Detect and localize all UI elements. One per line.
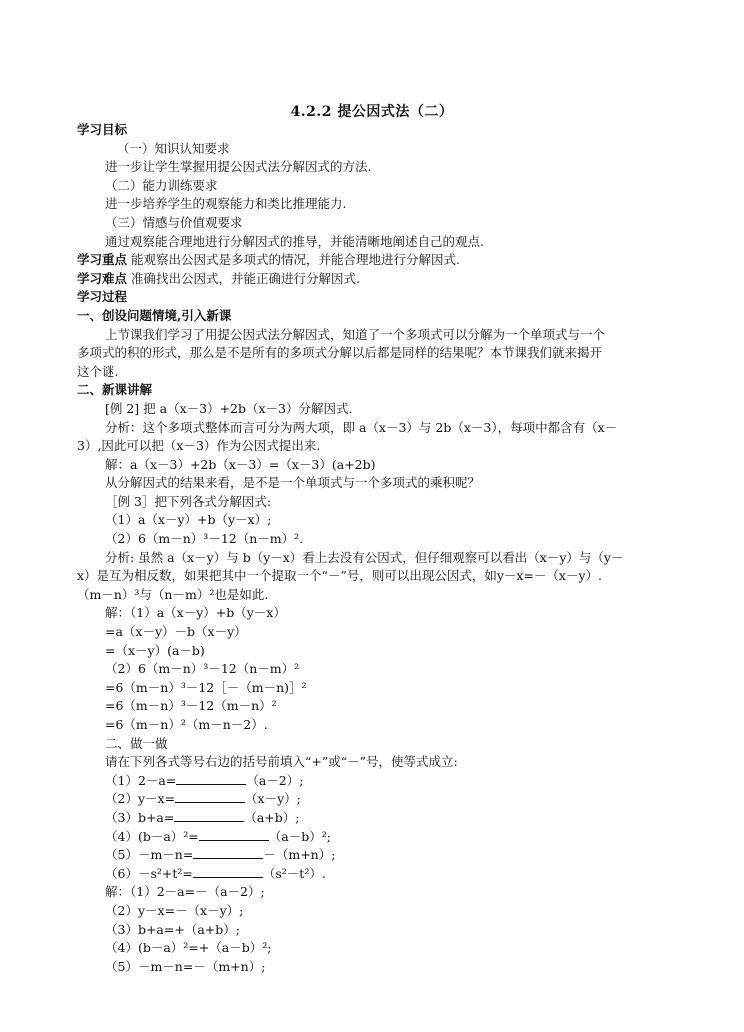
text-line: 请在下列各式等号右边的括号前填入“+”或“－”号，使等式成立: bbox=[105, 754, 458, 770]
text-span: （4）(b－a）²= bbox=[105, 828, 199, 844]
text-span: （a－b）²; bbox=[268, 828, 331, 844]
text-span: （5）－m－n= bbox=[105, 847, 194, 863]
text-line: （3）b+a=+（a+b）; bbox=[105, 921, 240, 937]
text-line: （二）能力训练要求 bbox=[105, 177, 218, 193]
text-span: （a－2）; bbox=[246, 772, 304, 788]
answer-blank[interactable] bbox=[193, 865, 263, 878]
section-label: 学习重点 bbox=[77, 252, 128, 268]
text-line: （2）y－x=－（x－y）; bbox=[105, 902, 244, 918]
text-line: 分析：这个多项式整体而言可分为两大项，即 a（x－3）与 2b（x－3），每项中都含有（x－ bbox=[105, 419, 618, 435]
answer-blank[interactable] bbox=[174, 809, 244, 822]
text-line: =6（m－n）³－12［－（m－n)］² bbox=[105, 679, 307, 695]
text-line bbox=[77, 846, 671, 865]
text-line: （4）(b－a）²=+（a－b）²; bbox=[105, 940, 272, 956]
text-line: （2）6（m－n）³－12（n－m）². bbox=[105, 531, 304, 547]
text-line: （一）知识认知要求 bbox=[117, 140, 230, 156]
text-line: 从分解因式的结果来看，是不是一个单项式与一个多项式的乘积呢？ bbox=[105, 475, 481, 491]
answer-blank[interactable] bbox=[175, 790, 245, 803]
text-line bbox=[77, 790, 671, 809]
answer-blank[interactable] bbox=[199, 828, 269, 841]
text-line: （2）6（m－n）³－12（n－m）² bbox=[105, 661, 300, 677]
page-title: 4.2.2 提公因式法（二） bbox=[290, 104, 454, 120]
document-body bbox=[77, 121, 671, 976]
text-line: 二、新课讲解 bbox=[77, 382, 153, 398]
text-span: 能观察出公因式是多项式的情况，并能合理地进行分解因式. bbox=[127, 252, 460, 268]
text-line: =（x－y）(a－b) bbox=[105, 642, 205, 658]
text-line: 解：（1）2－a=－（a－2）; bbox=[105, 884, 265, 900]
text-line: （1）a（x－y）+b（y－x）; bbox=[105, 512, 272, 528]
text-line: =6（m－n）²（m－n－2）. bbox=[105, 717, 268, 732]
text-line: 上节课我们学习了用提公因式法分解因式，知道了一个多项式可以分解为一个单项式与一个 bbox=[105, 326, 606, 342]
text-line: [例 2] 把 a（x－3）+2b（x－3）分解因式. bbox=[105, 400, 353, 416]
text-line bbox=[77, 772, 671, 791]
text-line: 通过观察能合理地进行分解因式的推导，并能清晰地阐述自己的观点. bbox=[105, 233, 484, 249]
text-span: （a+b）; bbox=[244, 809, 300, 825]
text-line bbox=[77, 865, 671, 884]
text-line: （三）情感与价值观要求 bbox=[105, 214, 243, 230]
text-line: 3）,因此可以把（x－3）作为公因式提出来. bbox=[77, 438, 321, 454]
text-line: 进一步培养学生的观察能力和类比推理能力. bbox=[105, 196, 347, 212]
text-line bbox=[77, 270, 671, 289]
text-span: （s²－t²）. bbox=[262, 865, 326, 881]
text-line: =a（x－y）－b（x－y） bbox=[105, 624, 247, 640]
text-line bbox=[77, 809, 671, 828]
text-line: 解：（1）a（x－y）+b（y－x） bbox=[105, 605, 286, 621]
text-line: 进一步让学生掌握用提公因式法分解因式的方法. bbox=[105, 159, 372, 175]
text-span: （3）b+a= bbox=[105, 809, 175, 825]
text-span: （2）y－x= bbox=[105, 791, 176, 807]
text-line: =6（m－n）³－12（m－n）² bbox=[105, 698, 277, 714]
text-span: （x－y）; bbox=[245, 791, 301, 807]
text-span: （6）－s²+t²= bbox=[105, 865, 193, 881]
text-line: 这个谜. bbox=[77, 363, 119, 379]
text-line: 分析: 虽然 a（x－y）与 b（y－x）看上去没有公因式，但仔细观察可以看出（x－y）与（y－ bbox=[105, 549, 624, 565]
text-line: 学习过程 bbox=[77, 289, 128, 305]
text-line: 解：a（x－3）+2b（x－3）=（x－3）(a+2b) bbox=[105, 456, 376, 472]
text-line: 多项式的积的形式，那么是不是所有的多项式分解以后都是同样的结果呢？本节课我们就来揭开 bbox=[77, 345, 603, 361]
answer-blank[interactable] bbox=[176, 772, 246, 785]
text-line bbox=[77, 251, 671, 270]
text-line: ［例 3］把下列各式分解因式: bbox=[105, 493, 272, 509]
text-line: 二、做一做 bbox=[105, 735, 168, 751]
section-label: 学习难点 bbox=[77, 270, 128, 286]
text-span: （1）2－a= bbox=[105, 772, 177, 788]
answer-blank[interactable] bbox=[193, 846, 263, 859]
text-line bbox=[77, 828, 671, 847]
text-line: （m－n）³与（n－m）²也是如此. bbox=[77, 586, 269, 602]
text-line: 一、创设问题情境,引入新课 bbox=[77, 307, 232, 323]
text-span: 准确找出公因式，并能正确进行分解因式. bbox=[127, 270, 360, 286]
text-line: 学习目标 bbox=[77, 122, 128, 137]
text-line: x）是互为相反数，如果把其中一个提取一个“－”号，则可以出现公因式，如y－x=－（x－y）. bbox=[77, 568, 603, 584]
text-line: （5）－m－n=－（m+n）; bbox=[105, 958, 266, 974]
text-span: －（m+n）; bbox=[263, 847, 336, 863]
